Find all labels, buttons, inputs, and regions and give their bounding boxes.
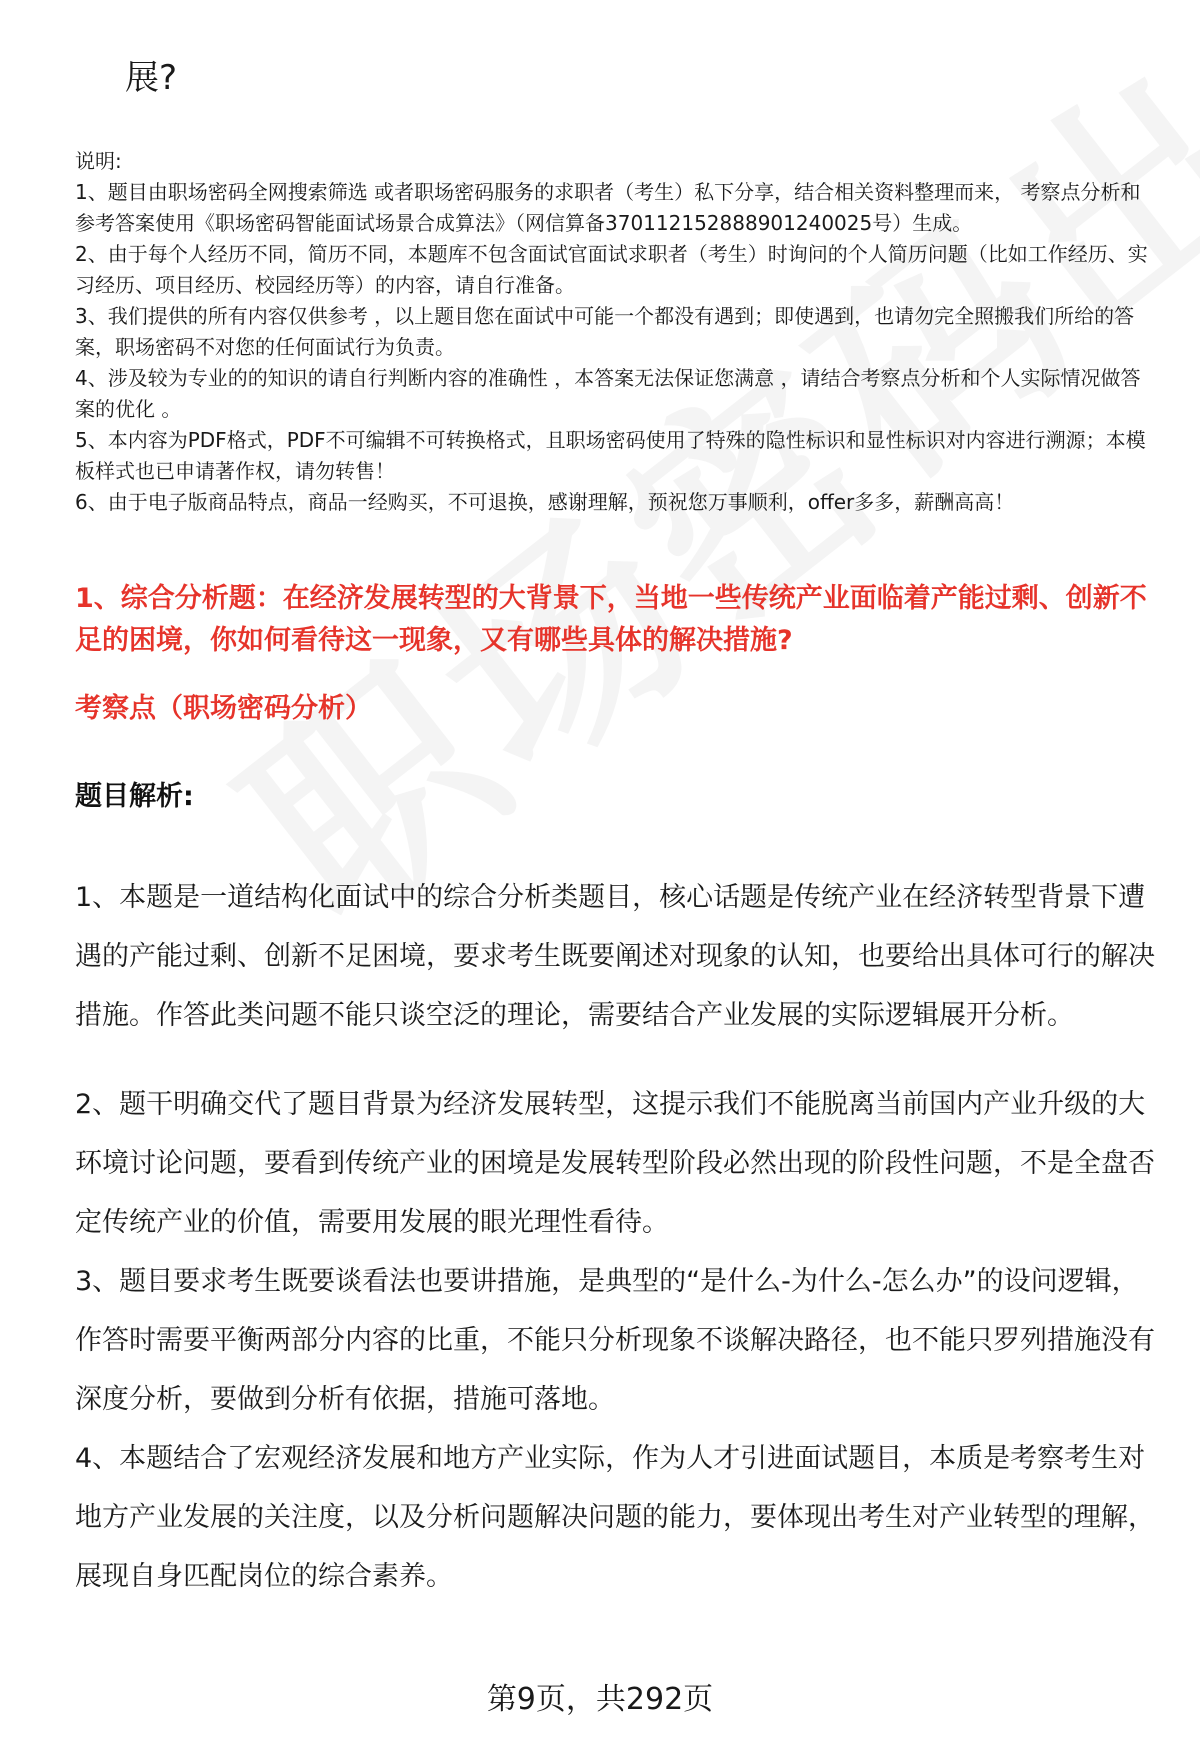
- notes-item: 5、本内容为PDF格式，PDF不可编辑不可转换格式，且职场密码使用了特殊的隐性标识和显性标识对内容进行溯源；本模板样式也已申请著作权，请勿转售！: [75, 428, 1146, 483]
- continued-text: 展?: [125, 58, 178, 98]
- exam-point-heading: 考察点（职场密码分析）: [75, 693, 372, 724]
- notes-item: 4、涉及较为专业的的知识的请自行判断内容的准确性 ，本答案无法保证您满意 ，请结合考察点分析和个人实际情况做答案的优化 。: [75, 366, 1141, 421]
- analysis-body: [75, 868, 1155, 1606]
- notes-item: 6、由于电子版商品特点，商品一经购买，不可退换，感谢理解，预祝您万事顺利，offer多多，薪酬高高！: [75, 490, 1015, 514]
- analysis-heading: 题目解析:: [75, 781, 194, 812]
- notes-item: 2、由于每个人经历不同，简历不同，本题库不包含面试官面试求职者（考生）时询问的个人简历问题（比如工作经历、实习经历、项目经历、校园经历等）的内容，请自行准备。: [75, 242, 1148, 297]
- analysis-paragraph: 3、题目要求考生既要谈看法也要讲措施，是典型的“是什么-为什么-怎么办”的设问逻辑，作答时需要平衡两部分内容的比重，不能只分析现象不谈解决路径，也不能只罗列措施没有深度分析，要做到分析有依据，措施可落地。: [75, 1266, 1155, 1415]
- notes-title: 说明:: [75, 149, 122, 173]
- analysis-paragraph: 2、题干明确交代了题目背景为经济发展转型，这提示我们不能脱离当前国内产业升级的大环境讨论问题，要看到传统产业的困境是发展转型阶段必然出现的阶段性问题，不是全盘否定传统产业的价值，需要用发展的眼光理性看待。: [75, 1089, 1155, 1238]
- question-title: 1、综合分析题：在经济发展转型的大背景下，当地一些传统产业面临着产能过剩、创新不足的困境，你如何看待这一现象，又有哪些具体的解决措施?: [75, 583, 1147, 656]
- page-number: 第9页，共292页: [486, 1682, 714, 1717]
- notes-section: [75, 146, 1160, 518]
- notes-item: 3、我们提供的所有内容仅供参考 ，以上题目您在面试中可能一个都没有遇到；即使遇到，也请勿完全照搬我们所给的答案，职场密码不对您的任何面试行为负责。: [75, 304, 1135, 359]
- analysis-paragraph: 4、本题结合了宏观经济发展和地方产业实际，作为人才引进面试题目，本质是考察考生对地方产业发展的关注度，以及分析问题解决问题的能力，要体现出考生对产业转型的理解，展现自身匹配岗位的综合素养。: [75, 1443, 1155, 1592]
- notes-item: 1、题目由职场密码全网搜索筛选 或者职场密码服务的求职者（考生）私下分享，结合相关资料整理而来， 考察点分析和参考答案使用《职场密码智能面试场景合成算法》（网信算备370112152888901240025号）生成。: [75, 180, 1141, 235]
- analysis-paragraph: 1、本题是一道结构化面试中的综合分析类题目，核心话题是传统产业在经济转型背景下遭遇的产能过剩、创新不足困境，要求考生既要阐述对现象的认知，也要给出具体可行的解决措施。作答此类问题不能只谈空泛的理论，需要结合产业发展的实际逻辑展开分析。: [75, 882, 1155, 1031]
